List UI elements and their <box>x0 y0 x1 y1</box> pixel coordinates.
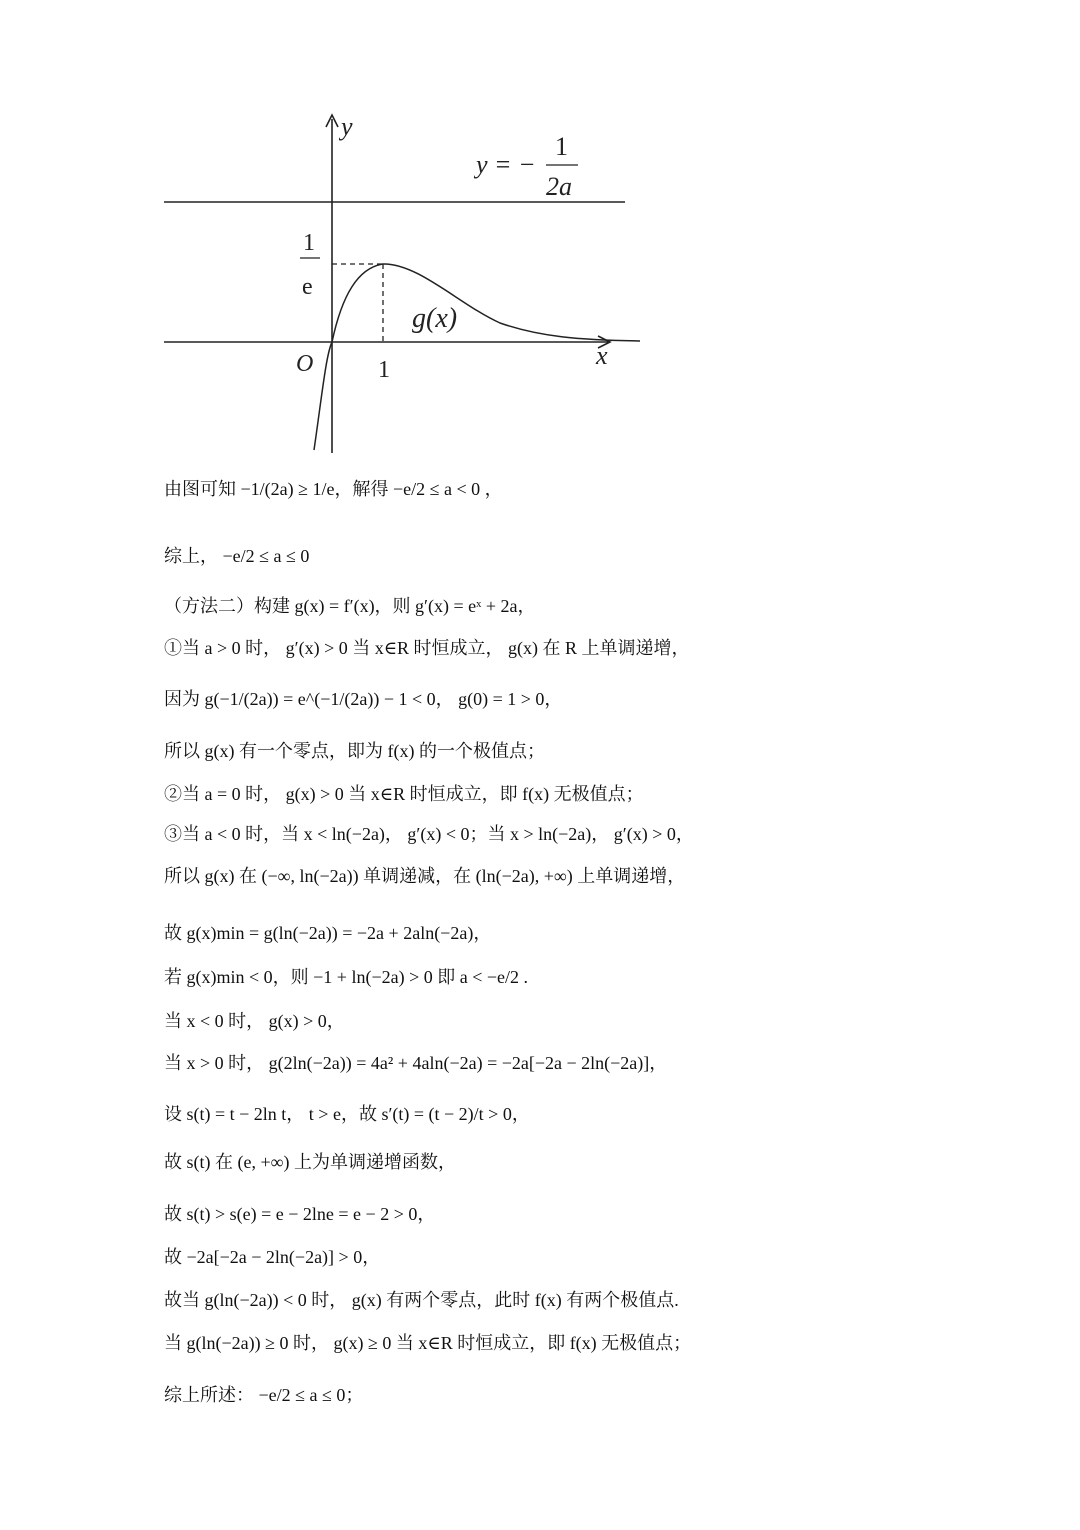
peak-value-denominator: e <box>302 274 313 300</box>
text-line-18: 故当 g(ln(−2a)) < 0 时， g(x) 有两个零点，此时 f(x) 有两个极值点. <box>164 1290 679 1310</box>
text-line-6: 所以 g(x) 有一个零点，即为 f(x) 的一个极值点； <box>164 741 545 761</box>
text-line-12: 当 x < 0 时， g(x) > 0， <box>164 1011 345 1031</box>
text-line-8: ③当 a < 0 时，当 x < ln(−2a)， g′(x) < 0；当 x > ln(−2a)， g′(x) > 0， <box>164 824 694 844</box>
text-line-1: 由图可知 −1/(2a) ≥ 1/e，解得 −e/2 ≤ a < 0 ， <box>164 479 503 499</box>
text-line-4: ①当 a > 0 时， g′(x) > 0 当 x∈R 时恒成立， g(x) 在 R 上单调递增， <box>164 638 690 658</box>
text-line-19: 当 g(ln(−2a)) ≥ 0 时， g(x) ≥ 0 当 x∈R 时恒成立，即 f(x) 无极值点； <box>164 1333 692 1353</box>
text-line-17: 故 −2a[−2a − 2ln(−2a)] > 0， <box>164 1247 381 1267</box>
text-line-20: 综上所述： −e/2 ≤ a ≤ 0； <box>164 1385 364 1405</box>
y-axis-label: y <box>341 112 353 141</box>
curve-g-x <box>314 264 640 450</box>
x-tick-one: 1 <box>378 357 390 383</box>
text-line-11: 若 g(x)min < 0，则 −1 + ln(−2a) > 0 即 a < −e/2 . <box>164 967 529 987</box>
text-line-16: 故 s(t) > s(e) = e − 2lne = e − 2 > 0， <box>164 1204 436 1224</box>
text-line-9: 所以 g(x) 在 (−∞, ln(−2a)) 单调递减，在 (ln(−2a), +∞) 上单调递增， <box>164 866 686 886</box>
x-axis-label: x <box>596 341 608 370</box>
text-line-15: 故 s(t) 在 (e, +∞) 上为单调递增函数， <box>164 1152 456 1172</box>
asymptote-label-numerator: 1 <box>555 132 568 161</box>
text-line-3: （方法二）构建 g(x) = f′(x)，则 g′(x) = eˣ + 2a， <box>164 596 536 616</box>
text-line-7: ②当 a = 0 时， g(x) > 0 当 x∈R 时恒成立，即 f(x) 无极值点； <box>164 784 644 804</box>
curve-label: g(x) <box>412 303 458 334</box>
text-line-2: 综上， −e/2 ≤ a ≤ 0 <box>164 546 310 566</box>
text-line-13: 当 x > 0 时， g(2ln(−2a)) = 4a² + 4aln(−2a) = −2a[−2a − 2ln(−2a)]， <box>164 1053 668 1073</box>
asymptote-label-lhs: y = − <box>476 150 536 179</box>
text-line-5: 因为 g(−1/(2a)) = e^(−1/(2a)) − 1 < 0， g(0) = 1 > 0， <box>164 689 563 709</box>
asymptote-label-denominator: 2a <box>546 172 572 201</box>
function-graph <box>150 105 650 460</box>
peak-value-numerator: 1 <box>303 230 315 256</box>
origin-label: O <box>296 351 314 377</box>
text-line-10: 故 g(x)min = g(ln(−2a)) = −2a + 2aln(−2a)， <box>164 923 492 943</box>
text-line-14: 设 s(t) = t − 2ln t， t > e，故 s′(t) = (t − 2)/t > 0， <box>164 1104 530 1124</box>
